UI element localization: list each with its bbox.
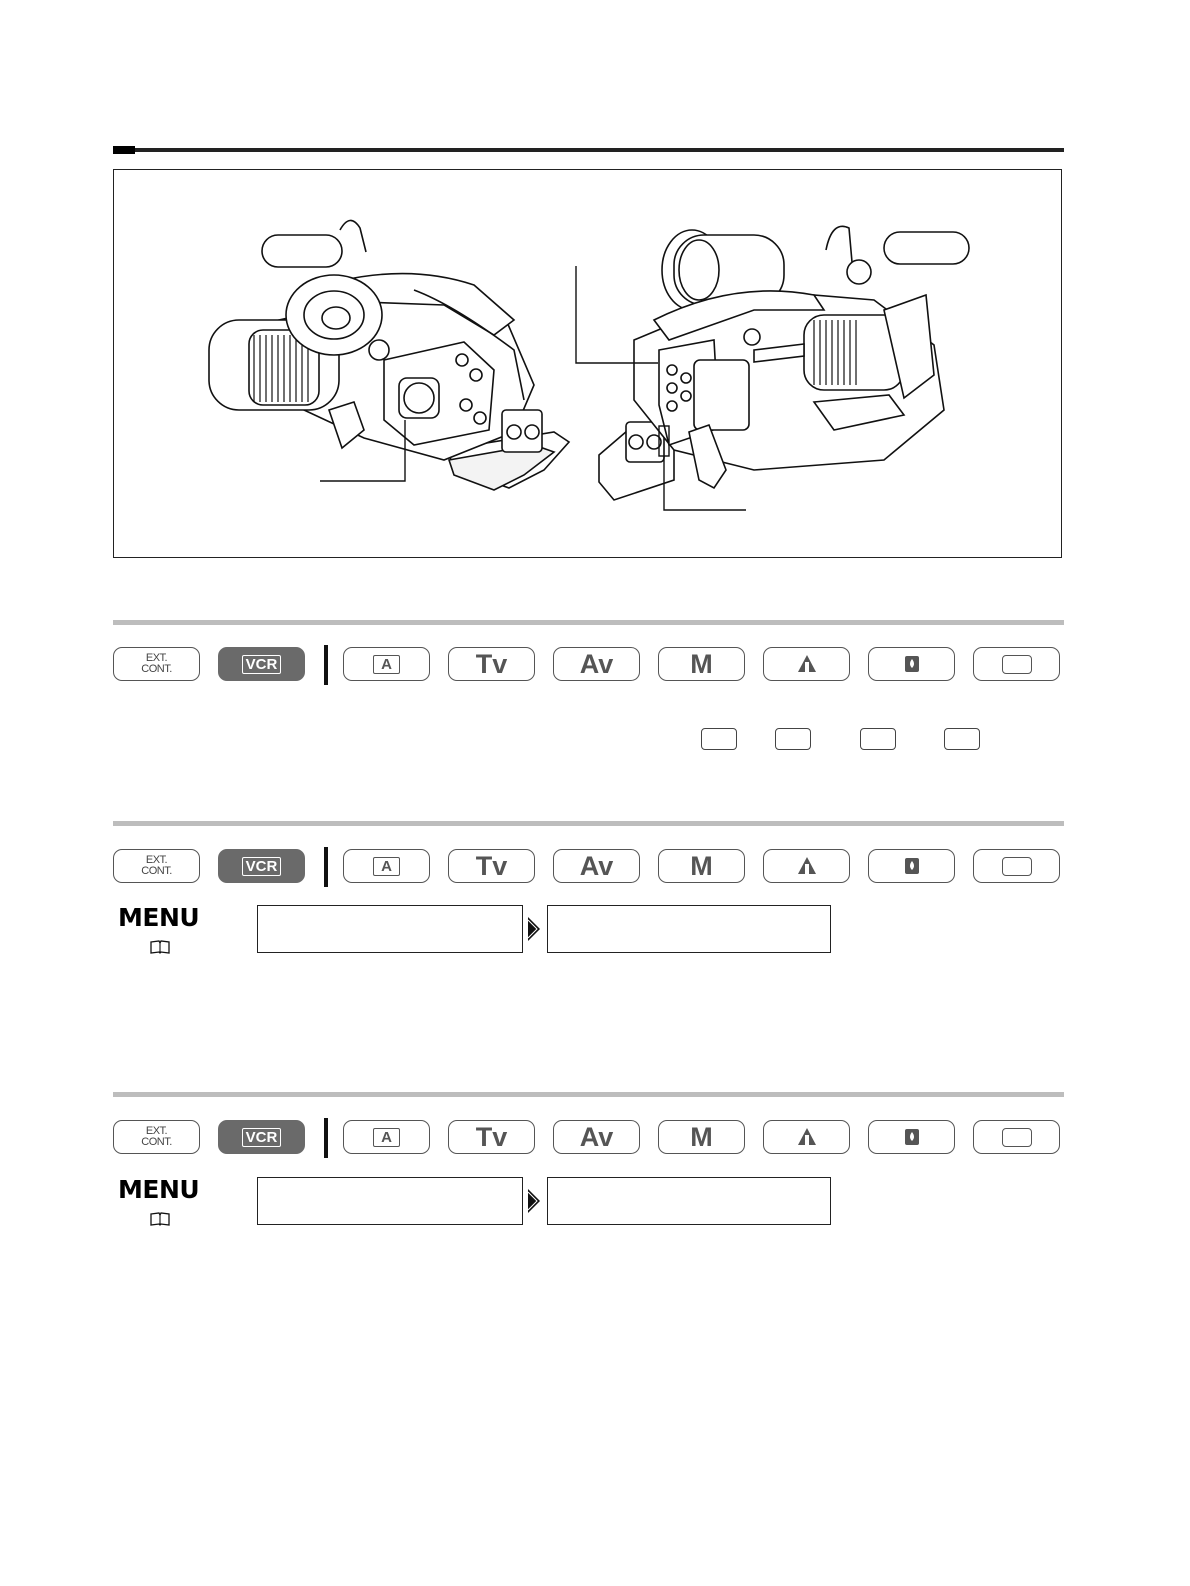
key-button-1	[701, 728, 737, 750]
menu-path-box-2	[547, 1177, 831, 1225]
mode-vcr: VCR	[218, 1120, 305, 1154]
section-title-rule	[113, 148, 1064, 152]
mode-blank	[973, 647, 1060, 681]
mode-auto: A	[343, 849, 430, 883]
mode-av: Av	[553, 849, 640, 883]
night-icon	[901, 855, 923, 877]
menu-path-box-1	[257, 905, 523, 953]
menu-path-box-1	[257, 1177, 523, 1225]
book-icon	[150, 1212, 170, 1226]
mode-av: Av	[553, 647, 640, 681]
blank-icon	[1002, 655, 1032, 674]
key-button-4	[944, 728, 980, 750]
menu-logo: MENU	[118, 903, 200, 932]
camcorder-illustration-box	[113, 169, 1062, 558]
mode-bar-1	[113, 647, 1064, 683]
mode-auto: A	[343, 1120, 430, 1154]
mode-night	[868, 1120, 955, 1154]
mode-ext-cont: EXT. CONT.	[113, 647, 200, 681]
menu-logo: MENU	[118, 1175, 200, 1204]
section-2-rule	[113, 821, 1064, 826]
mode-vcr: VCR	[218, 647, 305, 681]
mode-divider	[324, 1118, 328, 1158]
mode-spotlight	[763, 1120, 850, 1154]
mode-tv: Tv	[448, 849, 535, 883]
mode-spotlight	[763, 849, 850, 883]
mode-auto: A	[343, 647, 430, 681]
blank-icon	[1002, 857, 1032, 876]
mode-m: M	[658, 1120, 745, 1154]
left-camcorder-drawing	[209, 220, 569, 490]
mode-spotlight	[763, 647, 850, 681]
mode-bar-3	[113, 1120, 1064, 1156]
section-1-rule	[113, 620, 1064, 625]
night-icon	[901, 1126, 923, 1148]
mode-ext-cont: EXT. CONT.	[113, 1120, 200, 1154]
spotlight-icon	[796, 855, 818, 877]
camcorder-illustration	[114, 170, 1063, 559]
night-icon	[901, 653, 923, 675]
blank-icon	[1002, 1128, 1032, 1147]
mode-av: Av	[553, 1120, 640, 1154]
spotlight-icon	[796, 653, 818, 675]
mode-divider	[324, 645, 328, 685]
mode-night	[868, 647, 955, 681]
spotlight-icon	[796, 1126, 818, 1148]
arrow-right-icon	[527, 1188, 541, 1214]
mode-divider	[324, 847, 328, 887]
mode-bar-2	[113, 849, 1064, 885]
mode-night	[868, 849, 955, 883]
mode-tv: Tv	[448, 1120, 535, 1154]
mode-tv: Tv	[448, 647, 535, 681]
mode-blank	[973, 849, 1060, 883]
arrow-right-icon	[527, 916, 541, 942]
mode-blank	[973, 1120, 1060, 1154]
mode-ext-cont: EXT. CONT.	[113, 849, 200, 883]
mode-m: M	[658, 849, 745, 883]
book-icon	[150, 940, 170, 954]
section-3-rule	[113, 1092, 1064, 1097]
key-button-3	[860, 728, 896, 750]
section-title-marker	[113, 146, 135, 154]
mode-vcr: VCR	[218, 849, 305, 883]
mode-m: M	[658, 647, 745, 681]
menu-path-box-2	[547, 905, 831, 953]
key-button-2	[775, 728, 811, 750]
